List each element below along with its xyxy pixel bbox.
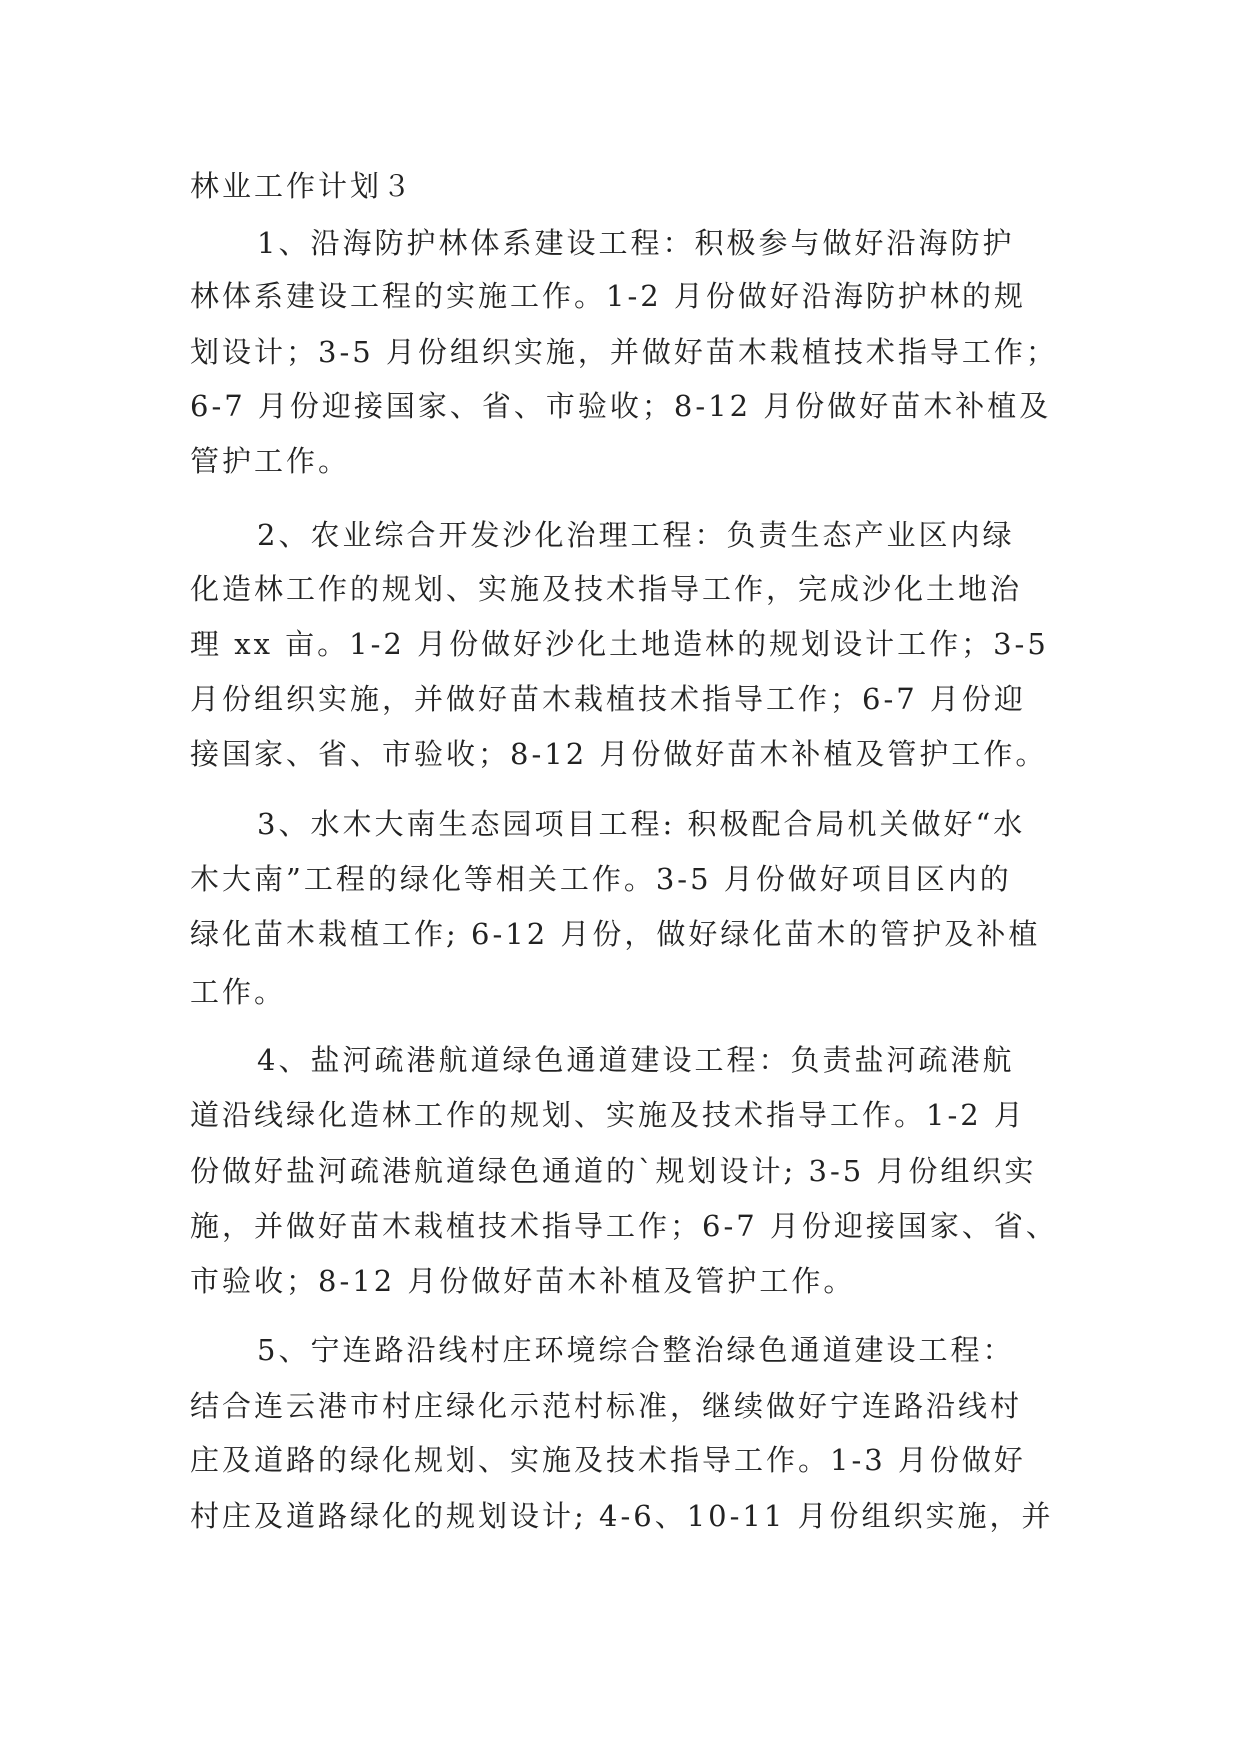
paragraph-3-line-1: 3、水木大南生态园项目工程: 积极配合局机关做好“水 xyxy=(257,807,1026,841)
paragraph-5-line-2: 结合连云港市村庄绿化示范村标准，继续做好宁连路沿线村 xyxy=(190,1389,1023,1423)
paragraph-5-line-1: 5、宁连路沿线村庄环境综合整治绿色通道建设工程： xyxy=(257,1333,1015,1367)
paragraph-1-line-5: 管护工作。 xyxy=(190,444,351,478)
paragraph-4-line-3: 份做好盐河疏港航道绿色通道的`规划设计; 3-5 月份组织实 xyxy=(190,1154,1037,1188)
paragraph-4-line-4: 施，并做好苗木栽植技术指导工作；6-7 月份迎接国家、省、 xyxy=(190,1209,1058,1243)
paragraph-2-line-2: 化造林工作的规划、实施及技术指导工作，完成沙化土地治 xyxy=(190,572,1023,606)
document-title: 林业工作计划３ xyxy=(190,169,415,203)
paragraph-3-line-2: 木大南”工程的绿化等相关工作。3-5 月份做好项目区内的 xyxy=(190,862,1012,896)
paragraph-1-line-1: 1、沿海防护林体系建设工程：积极参与做好沿海防护 xyxy=(257,226,1015,260)
paragraph-4-line-5: 市验收；8-12 月份做好苗木补植及管护工作。 xyxy=(190,1264,856,1298)
paragraph-2-line-3: 理 xx 亩。1-2 月份做好沙化土地造林的规划设计工作；3-5 xyxy=(190,627,1049,661)
paragraph-1-line-4: 6-7 月份迎接国家、省、市验收；8-12 月份做好苗木补植及 xyxy=(190,389,1052,423)
paragraph-3-line-3: 绿化苗木栽植工作; 6-12 月份，做好绿化苗木的管护及补植 xyxy=(190,917,1041,951)
paragraph-3-line-4: 工作。 xyxy=(190,975,287,1009)
paragraph-2-line-5: 接国家、省、市验收；8-12 月份做好苗木补植及管护工作。 xyxy=(190,737,1048,771)
paragraph-4-line-2: 道沿线绿化造林工作的规划、实施及技术指导工作。1-2 月 xyxy=(190,1098,1026,1132)
paragraph-4-line-1: 4、盐河疏港航道绿色通道建设工程：负责盐河疏港航 xyxy=(257,1043,1015,1077)
paragraph-1-line-2: 林体系建设工程的实施工作。1-2 月份做好沿海防护林的规 xyxy=(190,279,1026,313)
paragraph-2-line-1: 2、农业综合开发沙化治理工程：负责生态产业区内绿 xyxy=(257,518,1015,552)
paragraph-5-line-4: 村庄及道路绿化的规划设计; 4-6、10-11 月份组织实施，并 xyxy=(190,1499,1054,1533)
paragraph-5-line-3: 庄及道路的绿化规划、实施及技术指导工作。1-3 月份做好 xyxy=(190,1443,1026,1477)
paragraph-1-line-3: 划设计；3-5 月份组织实施，并做好苗木栽植技术指导工作； xyxy=(190,335,1058,369)
paragraph-2-line-4: 月份组织实施，并做好苗木栽植技术指导工作；6-7 月份迎 xyxy=(190,682,1026,716)
